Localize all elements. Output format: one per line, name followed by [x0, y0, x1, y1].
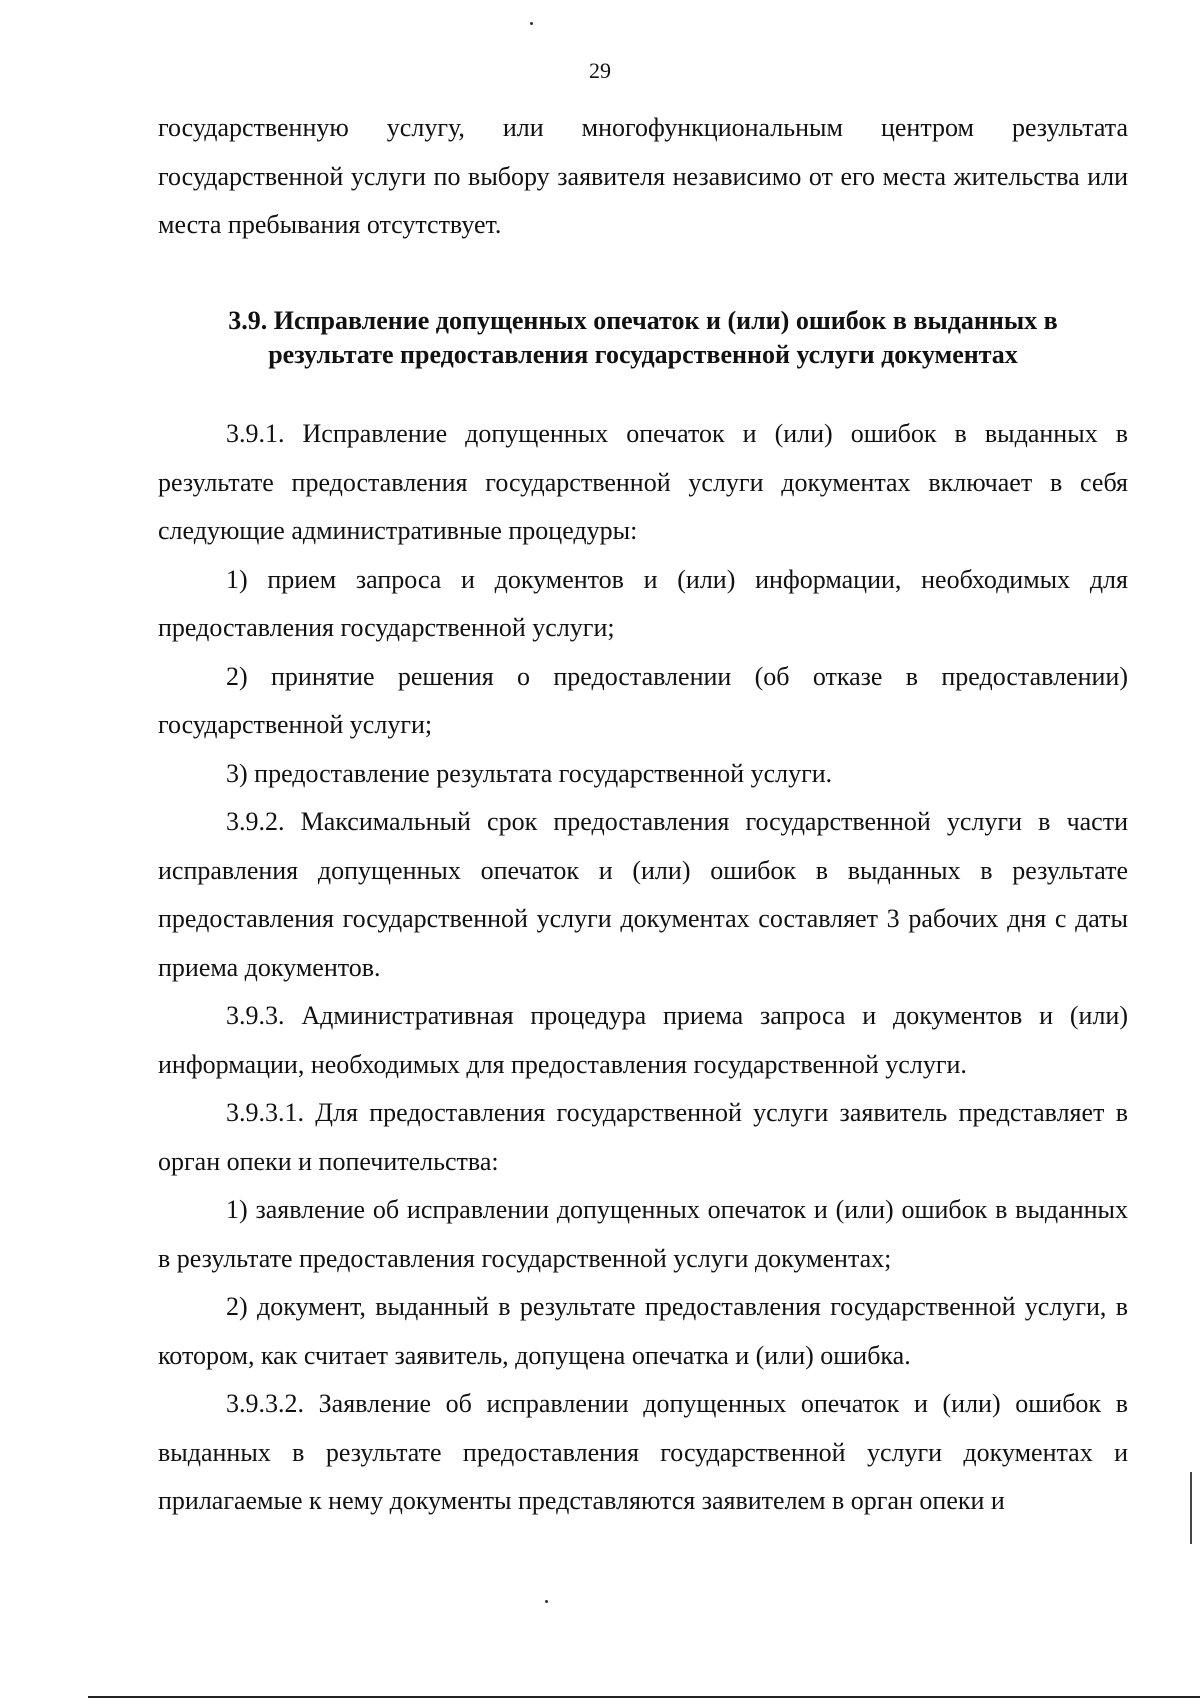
scan-margin-mark	[1190, 1472, 1192, 1544]
intro-text-block	[158, 104, 1128, 250]
intro-paragraph: государственную услугу, или многофункциональным центром результата государственной услуги по выбору заявителя независимо от его места жительства или места пребывания отсутствует.	[158, 113, 1128, 239]
paragraph-3-9-1: 3.9.1. Исправление допущенных опечаток и (или) ошибок в выданных в результате предоставления государственной услуги документах включает в себя следующие административные процедуры:	[158, 419, 1128, 545]
paragraph-3-9-2: 3.9.2. Максимальный срок предоставления государственной услуги в части исправления допущенных опечаток и (или) ошибок в выданных в результате предоставления государственной услуги документах составляет 3 рабочих дня с даты приема документов.	[158, 807, 1128, 982]
scan-speck	[545, 1600, 548, 1603]
paragraph-3-9-3: 3.9.3. Административная процедура приема запроса и документов и (или) информации, необходимых для предоставления государственной услуги.	[158, 1001, 1128, 1079]
list-item-1: 1) прием запроса и документов и (или) информации, необходимых для предоставления государственной услуги;	[158, 564, 1128, 642]
section-body	[158, 410, 1128, 1526]
list-item-document: 2) документ, выданный в результате предоставления государственной услуги, в котором, как считает заявитель, допущена опечатка и (или) ошибка.	[158, 1292, 1128, 1370]
list-item-application: 1) заявление об исправлении допущенных опечаток и (или) ошибок в выданных в результате предоставления государственной услуги документах;	[158, 1195, 1128, 1273]
list-item-3: 3) предоставление результата государственной услуги.	[226, 758, 833, 788]
list-item-2: 2) принятие решения о предоставлении (об отказе в предоставлении) государственной услуги;	[158, 661, 1128, 739]
section-heading	[158, 304, 1128, 372]
page-number: 29	[589, 58, 611, 83]
section-heading-line-1: 3.9. Исправление допущенных опечаток и (или) ошибок в выданных в	[228, 306, 1058, 335]
section-heading-line-2: результате предоставления государственной услуги документах	[268, 340, 1018, 369]
scan-speck	[530, 22, 533, 25]
paragraph-3-9-3-1: 3.9.3.1. Для предоставления государственной услуги заявитель представляет в орган опеки и попечительства:	[158, 1098, 1128, 1176]
paragraph-3-9-3-2: 3.9.3.2. Заявление об исправлении допущенных опечаток и (или) ошибок в выданных в результате предоставления государственной услуги документах и прилагаемые к нему документы представляются заявителем в орган опеки и	[158, 1389, 1128, 1515]
bottom-rule	[88, 1696, 1200, 1698]
